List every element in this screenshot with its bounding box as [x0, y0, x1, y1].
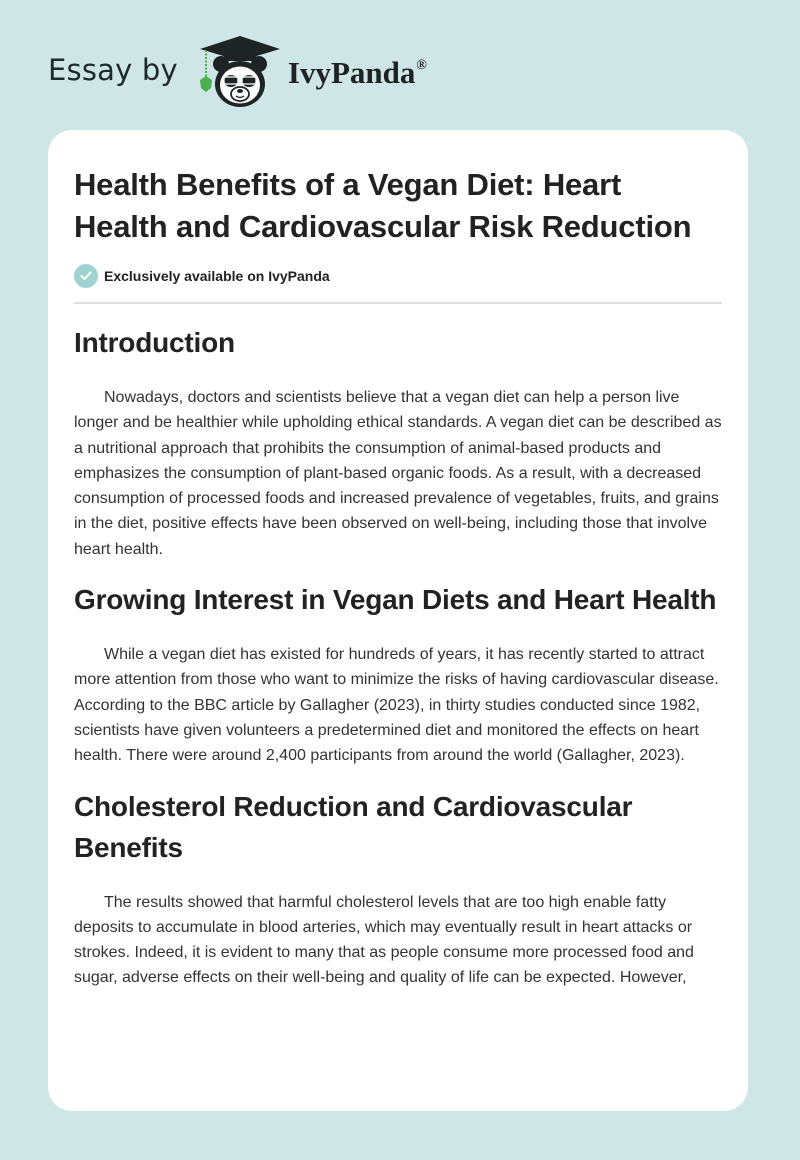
- brand-logo-text[interactable]: [288, 55, 427, 91]
- registered-mark: ®: [416, 58, 427, 73]
- paragraph-cholesterol: The results showed that harmful cholesterol levels that are too high enable fatty deposits to accumulate in blood arteries, which may eventually result in heart attacks or strokes. Indeed, it is evident to many that as people consume more processed food and sugar, adverse effects on their well-being and quality of life can be expected. However,: [74, 893, 694, 987]
- check-circle-icon: [74, 264, 98, 288]
- section-heading-growing-interest: Growing Interest in Vegan Diets and Heart Health: [74, 584, 717, 616]
- essay-by-label: Essay by: [48, 53, 178, 87]
- section-heading-introduction: Introduction: [74, 327, 235, 358]
- paragraph-growing-interest: While a vegan diet has existed for hundreds of years, it has recently started to attract more attention from those who want to minimize the risks of having cardiovascular disease. According to the BBC article by Gallagher (2023), in thirty studies conducted since 1982, scientists have given volunteers a predetermined diet and monitored the effects on heart health. There were around 2,400 participants from around the world (Gallagher, 2023).: [74, 646, 719, 765]
- section-heading-cholesterol: Cholesterol Reduction and Cardiovascular Benefits: [74, 790, 633, 863]
- brand-name: IvyPanda: [287, 55, 416, 90]
- paragraph-introduction: Nowadays, doctors and scientists believe that a vegan diet can help a person live longer and be healthier while upholding ethical standards. A vegan diet can be described as a nutritional approach that prohibits the consumption of animal-based products and emphasizes the consumption of plant-based organic foods. As a result, with a decreased consumption of processed foods and increased prevalence of vegetables, fruits, and grains in the diet, positive effects have been observed on well-being, including those that involve heart health.: [74, 389, 722, 558]
- divider: [74, 302, 722, 304]
- essay-card: [48, 130, 748, 1111]
- exclusive-badge: [74, 262, 722, 290]
- badge-text: Exclusively available on IvyPanda: [104, 268, 330, 284]
- site-header: [48, 34, 427, 110]
- page-title: Health Benefits of a Vegan Diet: Heart Health and Cardiovascular Risk Reduction: [74, 167, 692, 244]
- panda-graduation-cap-icon[interactable]: [196, 34, 284, 110]
